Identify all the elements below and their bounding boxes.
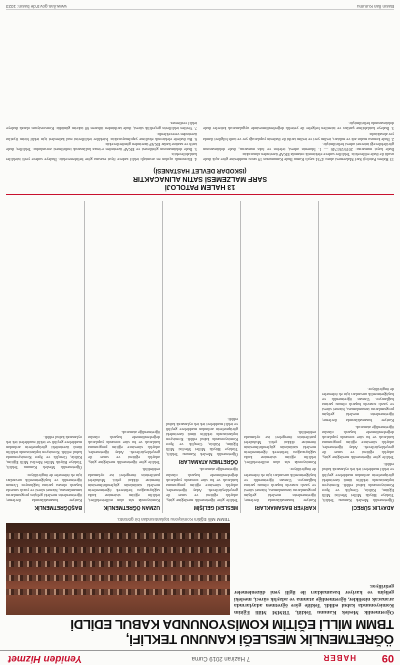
body-paragraph: Komisyonda söz alan milletvekilleri, teklifin eğitim sistemine katkı sağlayacağını belirterek öğretmenlerin mesleki statüsünün güçlendirilmesinin önemine dikkat çekti. Muhalefet partilerinin önergeleri ise oylamada reddedildi. <box>244 429 316 466</box>
body-paragraph: Öğretmenlik Meslek Kanunu Teklifi, Türkiye Büyük Millet Meclisi Milli Eğitim, Kültür, Gençlik ve Spor Komisyonunda kabul edildi. Komisyon toplantısında teklifin tümü üzerindeki görüşmelerin ardından maddelere geçildi ve teklif maddeleri tek tek oylanarak kabul edildi. <box>166 416 238 458</box>
body-paragraph: Teklife göre öğretmenlik mesleğine giriş, adaylık eğitimi ve sınav ile gerçekleştirilecek. Aday öğretmenler, adaylık süresince eğitim programına katılacak ve bu süre sonunda yapılacak değerlendirmede başarılı olanlar öğretmenliğe atanacak. <box>166 467 238 503</box>
column-divider <box>240 201 241 513</box>
notice-line: 7. Verilen tekliflerin geçerlilik süresi, ihale tarihinden itibaren 60 takvim günüdür. Konsorsiyum olarak ihaleye teklif verilemez. <box>6 121 197 132</box>
body-paragraph: Teklife göre öğretmenlik mesleğine giriş, adaylık eğitimi ve sınav ile gerçekleştirilecek. Aday öğretmenler, adaylık süresince eğitim programına katılacak ve bu süre sonunda yapılacak değerlendirmede başarılı olanlar öğretmenliğe atanacak. <box>88 429 160 466</box>
body-paragraph: Teklife göre öğretmenlik mesleğine giriş, adaylık eğitimi ve sınav ile gerçekleştirilecek. Aday öğretmenler, adaylık süresince eğitim programına katılacak ve bu süre sonunda yapılacak değerlendirmede başarılı olanlar öğretmenliğe atanacak. <box>322 424 394 461</box>
column-divider <box>84 201 85 513</box>
newspaper-logo: Yeniden Hizmet <box>8 653 83 664</box>
body-paragraph: Komisyonda söz alan milletvekilleri, teklifin eğitim sistemine katkı sağlayacağını belirterek öğretmenlerin mesleki statüsünün güçlendirilmesinin önemine dikkat çekti. Muhalefet partilerinin önergeleri ise oylamada reddedildi. <box>88 467 160 503</box>
notice-title-3: (ISKODAR DEVLET HASTANESİ) <box>153 167 247 173</box>
article-column-1 <box>322 201 394 513</box>
body-paragraph: Öğretmenlik Meslek Kanunu Teklifi, Türkiye Büyük Millet Meclisi Milli Eğitim, Kültür, Gençlik ve Spor Komisyonunda kabul edildi. Komisyon toplantısında teklifin tümü üzerindeki görüşmelerin ardından maddelere geçildi ve teklif maddeleri tek tek oylanarak kabul edildi. <box>322 462 394 503</box>
column-divider <box>162 201 163 513</box>
column-subheading: KARİYER BASAMAKLARI <box>254 504 316 510</box>
article-headline <box>6 617 394 647</box>
notice-line: 5. İhale dokümanının görülmesi ve EKAP üzerinden e-imza kullanarak indirilmesi zorunludur. Teklifler, ihale tarih ve saatine kadar EKAP üzerinden gönderilecektir. <box>6 141 197 152</box>
column-subheading: ADAYLIK SÜRECİ <box>351 504 394 510</box>
article-column-2 <box>244 201 316 513</box>
column-subheading: UZMAN ÖĞRETMENLİK <box>103 504 160 510</box>
article-lead: Öğretmenlik Meslek Kanunu Teklifi, TBMM Milli Eğitim Komisyonunda kabul edildi. Teklife göre öğretmen adaylarında aranacak nitelikler, öğretmenliğe atanma ve adaylık süreci, mesleki gelişim ve kariyer basamakları ile ilgili yeni düzenlemeler getiriliyor. <box>234 582 394 615</box>
notice-line: 13 Halem Patoloji Sarf Malzemesi alımı 4734 sayılı Kamu İhale Kanununun 19 uncu maddesine göre açık ihale usulü ile ihale edilecektir. Teklifler sadece elektronik ortamda EKAP üzerinden alınacaktır. <box>203 151 394 162</box>
article-column-3 <box>166 201 238 513</box>
column-divider <box>318 201 319 513</box>
photo-caption: TBMM Milli Eğitim Komisyonu toplantısından bir görüntü. <box>116 517 230 522</box>
footer-right: www.ilan.gov.tr'de basın: 1023 <box>6 4 67 9</box>
notice-column-1 <box>203 22 394 162</box>
page-number: 09 <box>381 652 394 664</box>
column-subheading: MESLEKİ GELİŞİM <box>193 504 238 510</box>
notice-column-2 <box>6 22 197 162</box>
column-subheading: BAŞÖĞRETMENLİK <box>34 504 82 510</box>
body-paragraph: Kariyer basamaklarında ilerleme; öğretmenlerin mesleki gelişim programlarını tamamlaması, hizmet süresi ve yazılı sınavda başarılı olması şartına bağlanıyor. Uzman öğretmenlik ve başöğretmenlik unvanları için ek ödemeler de öngörülüyor. <box>244 467 316 503</box>
article-column-4 <box>88 201 160 513</box>
article-column-5 <box>6 201 82 513</box>
headline-line-1: ÖĞRETMENLİK MESLEĞİ KANUNU TEKLİFİ, <box>126 632 394 647</box>
body-paragraph: Kariyer basamaklarında ilerleme; öğretmenlerin mesleki gelişim programlarını tamamlaması, hizmet süresi ve yazılı sınavda başarılı olması şartına bağlanıyor. Uzman öğretmenlik ve başöğretmenlik unvanları için ek ödemeler de öngörülüyor. <box>6 472 82 503</box>
notice-line: 6. Bu ihalede elektronik eksiltme yapılmayacaktır. İstekliler tekliflerini mal kalemleri için teklif birim fiyatlar üzerinden vereceklerdir. <box>6 131 197 142</box>
body-paragraph: Öğretmenlik Meslek Kanunu Teklifi, Türkiye Büyük Millet Meclisi Milli Eğitim, Kültür, Gençlik ve Spor Komisyonunda kabul edildi. Komisyon toplantısında teklifin tümü üzerindeki görüşmelerin ardından maddelere geçildi ve teklif maddeleri tek tek oylanarak kabul edildi. <box>6 434 82 471</box>
footer-left: Basın İlan Kurumu <box>356 4 394 9</box>
headline-line-2: TBMM MİLLİ EĞİTİM KOMİSYONUNDA KABUL EDİLDİ <box>70 617 394 632</box>
section-label: HABER <box>322 653 356 662</box>
notice-title-2: SARF MALZEMESİ SATIN ALINACAKTIR <box>132 175 268 182</box>
parliament-photo <box>6 523 230 615</box>
tender-notice-box <box>6 4 394 195</box>
notice-footer <box>6 1 394 10</box>
notice-title-1: 13 HALEM PATOLOJİ <box>164 183 236 190</box>
body-paragraph: Kariyer basamaklarında ilerleme; öğretmenlerin mesleki gelişim programlarını tamamlaması, hizmet süresi ve yazılı sınavda başarılı olması şartına bağlanıyor. Uzman öğretmenlik ve başöğretmenlik unvanları için ek ödemeler de öngörülüyor. <box>322 387 394 423</box>
notice-line: 3. İhaleye katılabilme şartları ve istenilen belgeler ile yeterlik değerlendirmesinde uygulanacak kriterler ihale dokümanında belirtilmiştir. <box>203 121 394 132</box>
notice-line: 4. Ekonomik açıdan en avantajlı teklif sadece fiyat esasına göre belirlenecektir. İhaleye sadece yerli istekliler katılabilecektir. <box>6 151 197 162</box>
notice-line: 2. İhale konusu malın adı ve miktarı, teslim yeri ve teslim tarihi ile ihalenin yapılacağı yer ve tarih bilgileri ilanda yer almaktadır. <box>203 131 394 142</box>
column-subheading: ÖĞRETMEN ATAMALARI <box>178 458 238 465</box>
page-header <box>0 650 400 665</box>
notice-line: İhale kayıt numarası: 2019/261746 — 1. İdarenin adresi, telefon ve faks numarası, ihale dokümanının görülebileceği internet adresi belirtilmiştir. <box>203 141 394 152</box>
issue-date: 7 Haziran 2019 Cuma <box>191 655 250 661</box>
